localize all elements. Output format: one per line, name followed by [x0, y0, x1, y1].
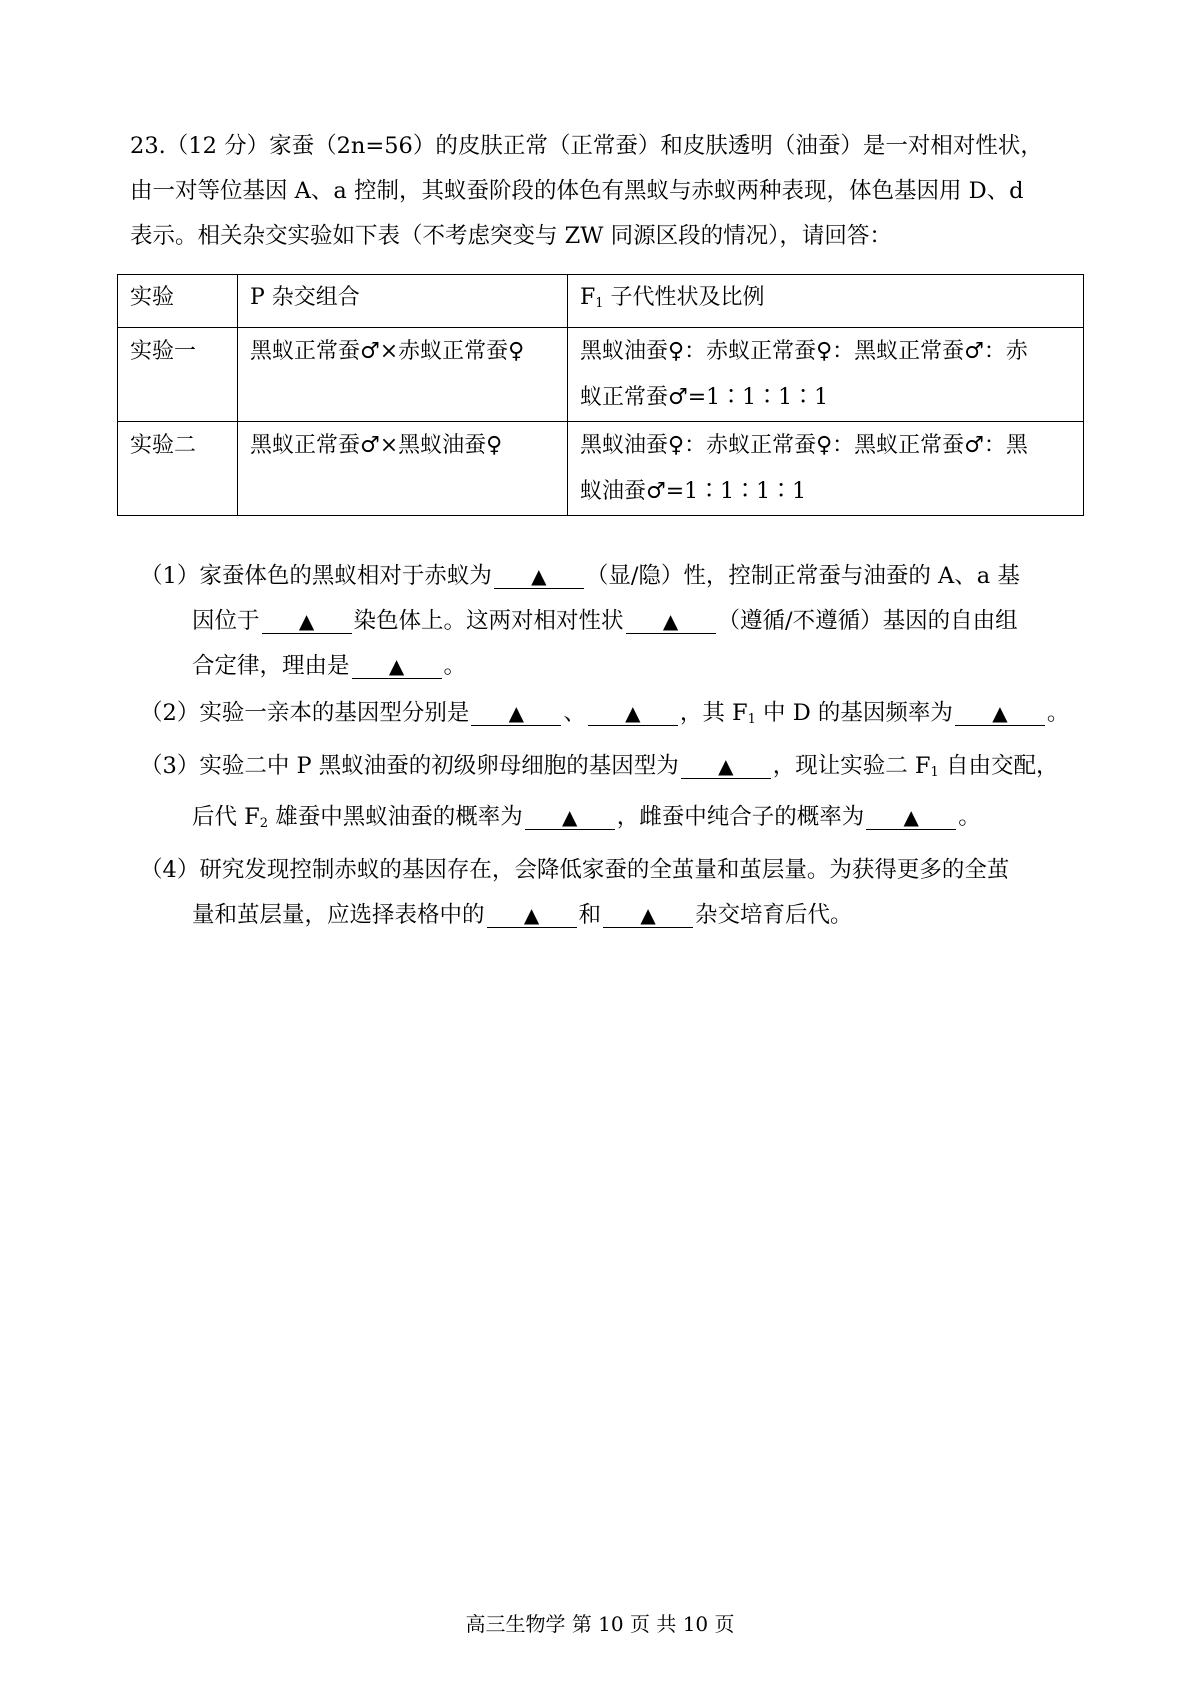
experiment-name: 实验一 — [118, 328, 238, 422]
sub-question-4 — [140, 848, 1090, 938]
f1-result — [568, 422, 1084, 516]
table-header-row — [118, 275, 1084, 328]
result-line: 黑蚁油蚕♀：赤蚁正常蚕♀：黑蚁正常蚕♂：赤 — [580, 339, 1028, 364]
answer-blank[interactable]: ▲ — [262, 609, 352, 634]
header-experiment: 实验 — [118, 275, 238, 328]
header-f1-suffix: 子代性状及比例 — [603, 285, 765, 310]
sub-question-1 — [140, 554, 1090, 689]
experiment-table — [117, 274, 1084, 516]
header-f1-prefix: F — [580, 285, 596, 310]
question-text: 雄蚕中黑蚁油蚕的概率为 — [268, 804, 523, 830]
question-text: 、 — [563, 700, 586, 726]
question-text: ，雌蚕中纯合子的概率为 — [616, 804, 865, 830]
question-text: ，其 F — [679, 700, 748, 726]
sub-question-2 — [140, 691, 1090, 742]
result-line: 蚁正常蚕♂=1∶1∶1∶1 — [580, 385, 829, 410]
question-text: 中 D 的基因频率为 — [755, 700, 953, 726]
result-line: 黑蚁油蚕♀：赤蚁正常蚕♀：黑蚁正常蚕♂：黑 — [580, 433, 1028, 458]
f1-result — [568, 328, 1084, 422]
experiment-name: 实验二 — [118, 422, 238, 516]
answer-blank[interactable]: ▲ — [494, 564, 584, 589]
question-line — [140, 554, 1090, 599]
subscript: 1 — [930, 765, 939, 780]
answer-blank[interactable]: ▲ — [471, 701, 561, 726]
intro-line: 表示。相关杂交实验如下表（不考虑突变与 ZW 同源区段的情况），请回答： — [130, 223, 892, 249]
answer-blank[interactable]: ▲ — [603, 903, 693, 928]
question-text: 。 — [443, 653, 467, 679]
question-23-intro — [130, 124, 1090, 259]
header-p-cross: P 杂交组合 — [238, 275, 568, 328]
question-line — [140, 893, 1090, 938]
question-line — [140, 691, 1090, 742]
question-text: 自由交配， — [938, 753, 1059, 779]
question-text: ，现让实验二 F — [772, 753, 931, 779]
question-text: （2）实验一亲本的基因型分别是 — [140, 700, 470, 726]
question-text: （遵循/不遵循）基因的自由组 — [717, 608, 1018, 634]
question-text: （显/隐）性，控制正常蚕与油蚕的 A、a 基 — [585, 563, 1020, 589]
question-text: 。 — [958, 804, 981, 830]
question-line — [140, 644, 1090, 689]
question-text: 合定律，理由是 — [192, 653, 350, 679]
question-text: （3）实验二中 P 黑蚁油蚕的初级卵母细胞的基因型为 — [140, 753, 679, 779]
sub-question-3 — [140, 744, 1090, 846]
question-text: 。 — [1046, 700, 1070, 726]
sub-questions — [140, 554, 1090, 940]
answer-blank[interactable]: ▲ — [525, 805, 615, 830]
answer-blank[interactable]: ▲ — [955, 701, 1045, 726]
question-line — [140, 744, 1090, 795]
question-line — [140, 599, 1090, 644]
answer-blank[interactable]: ▲ — [866, 805, 956, 830]
answer-blank[interactable]: ▲ — [588, 701, 678, 726]
answer-blank[interactable]: ▲ — [681, 754, 771, 779]
header-f1-subscript: 1 — [595, 296, 604, 311]
p-cross: 黑蚁正常蚕♂×黑蚁油蚕♀ — [238, 422, 568, 516]
question-text: 和 — [578, 902, 602, 928]
subscript: 2 — [259, 816, 269, 831]
question-text: 因位于 — [192, 608, 260, 634]
question-text: （1）家蚕体色的黑蚁相对于赤蚁为 — [140, 563, 492, 589]
question-text: 后代 F — [192, 804, 260, 830]
intro-line: 23.（12 分）家蚕（2n=56）的皮肤正常（正常蚕）和皮肤透明（油蚕）是一对相对性状， — [130, 133, 1043, 159]
page-footer: 高三生物学 第 10 页 共 10 页 — [465, 1612, 735, 1636]
answer-blank[interactable]: ▲ — [352, 654, 442, 679]
subscript: 1 — [747, 712, 756, 727]
header-f1-result — [568, 275, 1084, 328]
question-line — [140, 795, 1090, 846]
answer-blank[interactable]: ▲ — [626, 609, 716, 634]
result-line: 蚁油蚕♂=1∶1∶1∶1 — [580, 479, 807, 504]
question-text: 量和茧层量，应选择表格中的 — [192, 902, 485, 928]
answer-blank[interactable]: ▲ — [487, 903, 577, 928]
table-row — [118, 328, 1084, 422]
question-text: 染色体上。这两对相对性状 — [353, 608, 624, 634]
p-cross: 黑蚁正常蚕♂×赤蚁正常蚕♀ — [238, 328, 568, 422]
table-row — [118, 422, 1084, 516]
question-line: （4）研究发现控制赤蚁的基因存在，会降低家蚕的全茧量和茧层量。为获得更多的全茧 — [140, 857, 1010, 883]
intro-line: 由一对等位基因 A、a 控制，其蚁蚕阶段的体色有黑蚁与赤蚁两种表现，体色基因用 D、d — [130, 178, 1024, 204]
question-text: 杂交培育后代。 — [695, 902, 853, 928]
